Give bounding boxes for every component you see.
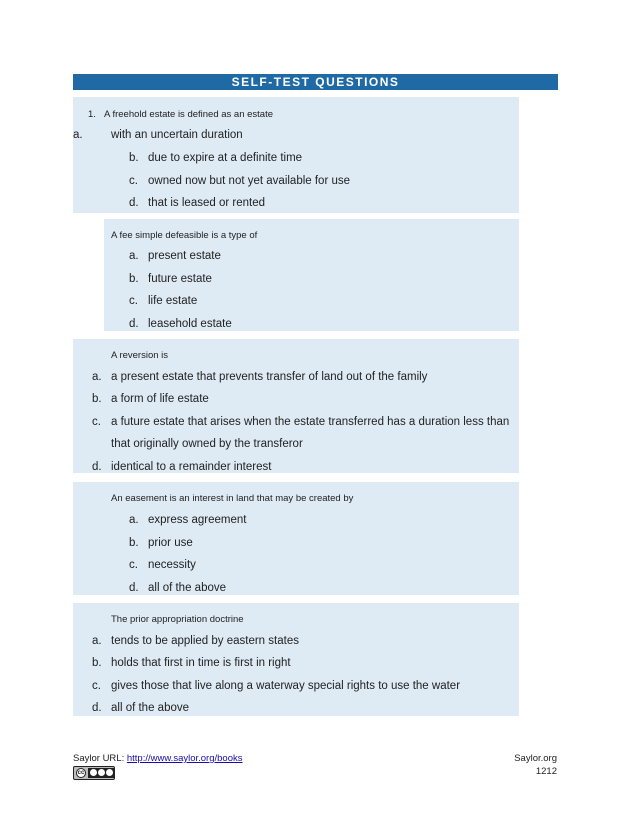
question-number: 1. [88,109,96,120]
option-text: holds that first in time is first in right [111,657,291,669]
option-letter: c. [129,295,138,307]
option-letter: b. [129,273,139,285]
footer-url [73,753,243,764]
option-text: express agreement [148,514,247,526]
option-letter: d. [129,197,139,209]
footer-url-label: Saylor URL: [73,753,127,764]
option-letter: b. [92,657,102,669]
option-text: owned now but not yet available for use [148,175,351,187]
option-text: necessity [148,559,196,571]
footer-site: Saylor.org [514,753,557,764]
option-letter: a. [92,371,102,383]
option-text: that is leased or rented [148,197,265,209]
option-letter: d. [92,702,102,714]
question-stem: The prior appropriation doctrine [111,614,244,625]
option-letter: a. [73,129,83,141]
option-text: a future estate that arises when the estate transferred has a duration less than [111,416,510,428]
option-text: prior use [148,537,193,549]
option-letter: d. [129,318,139,330]
option-text: a present estate that prevents transfer of land out of the family [111,371,428,383]
option-letter: b. [92,393,102,405]
option-text: that originally owned by the transferor [111,438,303,450]
option-text: all of the above [148,582,227,594]
question-stem: A fee simple defeasible is a type of [111,230,258,241]
option-text: present estate [148,250,221,262]
option-text: due to expire at a definite time [148,152,303,164]
cc-icon: cc [77,770,85,776]
option-text: all of the above [111,702,190,714]
option-text: with an uncertain duration [111,129,243,141]
option-letter: b. [129,537,139,549]
option-letter: d. [92,461,102,473]
license-terms-icon [88,768,114,778]
section-header: SELF-TEST QUESTIONS [73,74,558,90]
option-text: tends to be applied by eastern states [111,635,299,647]
option-letter: d. [129,582,139,594]
question-stem: A freehold estate is defined as an estate [104,109,274,120]
question-stem: An easement is an interest in land that may be created by [111,493,354,504]
cc-by-nc-sa-icon[interactable] [73,766,115,780]
option-text: leasehold estate [148,318,232,330]
option-letter: c. [92,680,101,692]
footer-url-link[interactable]: http://www.saylor.org/books [126,753,243,764]
option-letter: c. [129,559,138,571]
option-text: identical to a remainder interest [111,461,272,473]
option-letter: a. [129,250,139,262]
page-number: 1212 [535,766,557,777]
option-text: life estate [148,295,198,307]
option-letter: a. [92,635,102,647]
option-text: future estate [148,273,212,285]
option-letter: b. [129,152,139,164]
option-letter: a. [129,514,139,526]
option-text: gives those that live along a waterway special rights to use the water [111,680,461,692]
option-letter: c. [129,175,138,187]
option-text: a form of life estate [111,393,209,405]
option-letter: c. [92,416,101,428]
question-stem: A reversion is [111,350,169,361]
